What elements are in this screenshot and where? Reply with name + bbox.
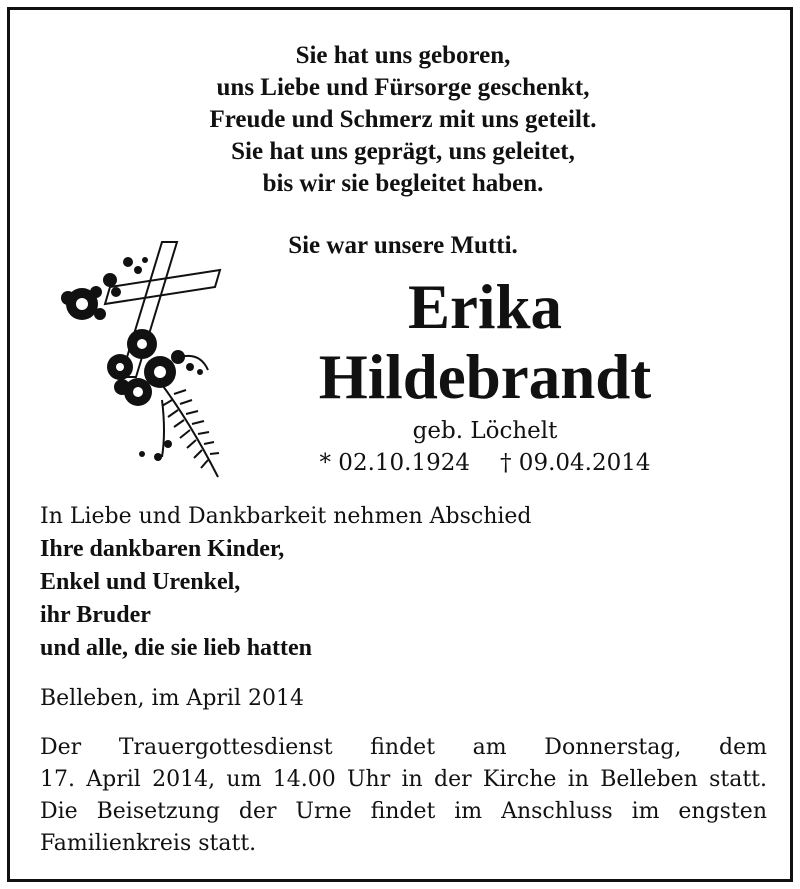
maiden-name: geb. Löchelt (412, 418, 558, 444)
service-line: 17. April 2014, um 14.00 Uhr in der Kirche in Belleben statt. (40, 767, 767, 792)
obituary-frame (7, 7, 793, 882)
mourner-line: Enkel und Urenkel, (40, 569, 241, 595)
service-line: Die Beisetzung der Urne findet im Anschluss im engsten (40, 799, 767, 824)
mourners-block (40, 500, 770, 665)
mourner-line: und alle, die sie lieb hatten (40, 635, 313, 661)
death-date: † 09.04.2014 (500, 450, 651, 476)
service-line: Der Trauergottesdienst findet am Donnerstag, dem (40, 735, 767, 760)
poem-line: bis wir sie begleitet haben. (262, 170, 544, 197)
deceased-name-block (290, 272, 680, 478)
service-line: Familienkreis statt. (40, 831, 257, 856)
cross-with-roses-icon (50, 232, 230, 482)
mourner-line: ihr Bruder (40, 602, 151, 628)
mutti-line: Sie war unsere Mutti. (288, 232, 518, 259)
place-date: Belleben, im April 2014 (40, 686, 304, 711)
service-info (40, 732, 767, 860)
last-name: Hildebrandt (318, 342, 652, 412)
life-dates (290, 448, 680, 478)
poem (10, 40, 796, 200)
poem-line: Sie hat uns geprägt, uns geleitet, (231, 138, 575, 165)
poem-line: Sie hat uns geboren, (295, 42, 511, 69)
poem-line: Freude und Schmerz mit uns geteilt. (209, 106, 597, 133)
mourners-intro: In Liebe und Dankbarkeit nehmen Abschied (40, 504, 532, 529)
first-name: Erika (407, 272, 563, 342)
poem-line: uns Liebe und Fürsorge geschenkt, (216, 74, 590, 101)
mourner-line: Ihre dankbaren Kinder, (40, 536, 285, 562)
birth-date: * 02.10.1924 (319, 450, 470, 476)
